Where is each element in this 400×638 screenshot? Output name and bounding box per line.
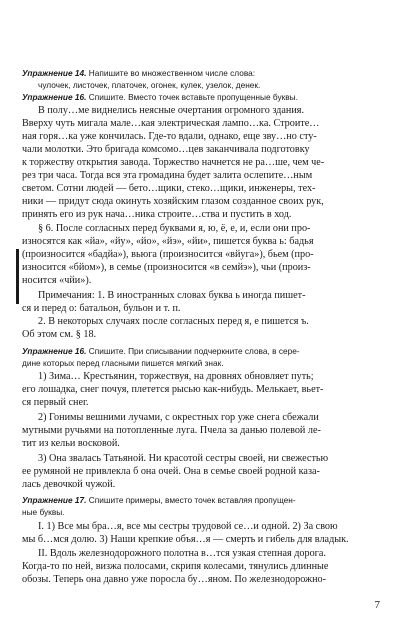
text-line: износятся как «йа», «йу», «йо», «йэ», «йи», пишется буква ь: бадья [22,236,314,247]
text-line: Упражнение 16. Спишите. Вместо точек вставьте пропущенные буквы. [22,92,298,102]
text-line: носится «чйи»). [22,275,92,286]
text-line: ники — придут сюда окинуть хозяйским глазом созданное своих рук, [22,196,324,207]
text-line: ся и перед о: батальон, бульон и т. п. [22,303,181,314]
text-line: 2. В некоторых случаях после согласных перед я, е пишется ъ. [38,316,309,327]
text-line: 3) Она звалась Татьяной. Ни красотой сестры своей, ни свежестью [38,453,329,464]
text-line: Упражнение 17. Спишите примеры, вместо точек вставляя пропущен- [22,495,296,505]
text-line: ее румяной не привлекла б она очей. Она в семье своей родной каза- [22,466,320,477]
text-line: чали молотки. Это бригада комсомо…цев заканчивала подготовку [22,144,310,155]
text-line: II. Вдоль железнодорожного полотна в…тся узкая степная дорога. [38,548,326,559]
text-line: рез три часа. Тогда вся эта громадина будет залита ослепите…ным [22,170,313,181]
text-line: мутными ручьями на потопленные луга. Пчела за данью полевой ле- [22,425,321,436]
exercise-label: Упражнение 17. [22,495,87,505]
text-line: тит из кельи восковой. [22,438,120,449]
text-line: 1) Зима… Крестьянин, торжествуя, на дровнях обновляет путь; [38,371,314,382]
text-line: дине которых перед гласными пишется мягкий знак. [22,358,224,368]
text-line: износится «бйом»), в семье (произносится «в семйэ»), чьи (произ- [22,262,311,273]
text-line: (произносится «бадйа»), вьюга (произносится «вйуга»), бьем (про- [22,249,314,260]
text-line: § 6. После согласных перед буквами я, ю, ё, е, и, если они про- [38,223,311,234]
text-line: обозы. Теперь она давно уже поросла бу…яном. По железнодорожно- [22,574,327,585]
text-line: ная горя…ка уже кончилась. Где-то вдали, однако, еще зву…но сту- [22,131,317,142]
text-line: к торжеству открытия завода. Торжество начнется не ра…ше, чем че- [22,157,325,168]
exercise-label: Упражнение 14. [22,68,87,78]
text-line: ся первый снег. [22,397,89,408]
section-margin-bar [16,249,19,304]
text-line: Упражнение 16. Спишите. При списывании подчеркните слова, в сере- [22,346,300,356]
text-line: В полу…ме виднелись неясные очертания огромного здания. [38,105,305,116]
page-number: 7 [374,599,380,611]
text-line: ные буквы. [22,507,65,517]
text-line: 2) Гонимы вешними лучами, с окрестных гор уже снега сбежали [38,412,319,423]
text-line: лась девочкой чужой. [22,479,116,490]
text-line: I. 1) Все мы бра…я, все мы сестры трудовой се…и одной. 2) За свою [38,521,338,532]
text-line: мы б…мся долю. 3) Наши крепкие объя…я — смерть и гибель для владык. [22,534,349,545]
text-line: Примечания: 1. В иностранных словах буква ь иногда пишет- [38,290,306,301]
text-line: Об этом см. § 18. [22,329,97,340]
text-line: Упражнение 14. Напишите во множественном числе слова: [22,68,256,78]
exercise-label: Упражнение 16. [22,346,87,356]
text-line: принять его из рук нача…ника строите…ства и пустить в ход. [22,209,292,220]
exercise-label: Упражнение 16. [22,92,87,102]
text-line: светом. Сотни людей — бето…щики, стеко…щики, инженеры, тех- [22,183,316,194]
text-line: Вверху чуть мигала мале…кая электрическая лампо…ка. Строите… [22,118,320,129]
text-line: чулочек, листочек, платочек, огонек, кулек, узелок, денек. [38,80,261,90]
text-line: Когда-то по ней, визжа полосами, скрипя колесами, тянулись длинные [22,561,329,572]
text-line: его лошадка, снег почуя, плетется рысью как-нибудь. Мелькает, вьет- [22,384,324,395]
